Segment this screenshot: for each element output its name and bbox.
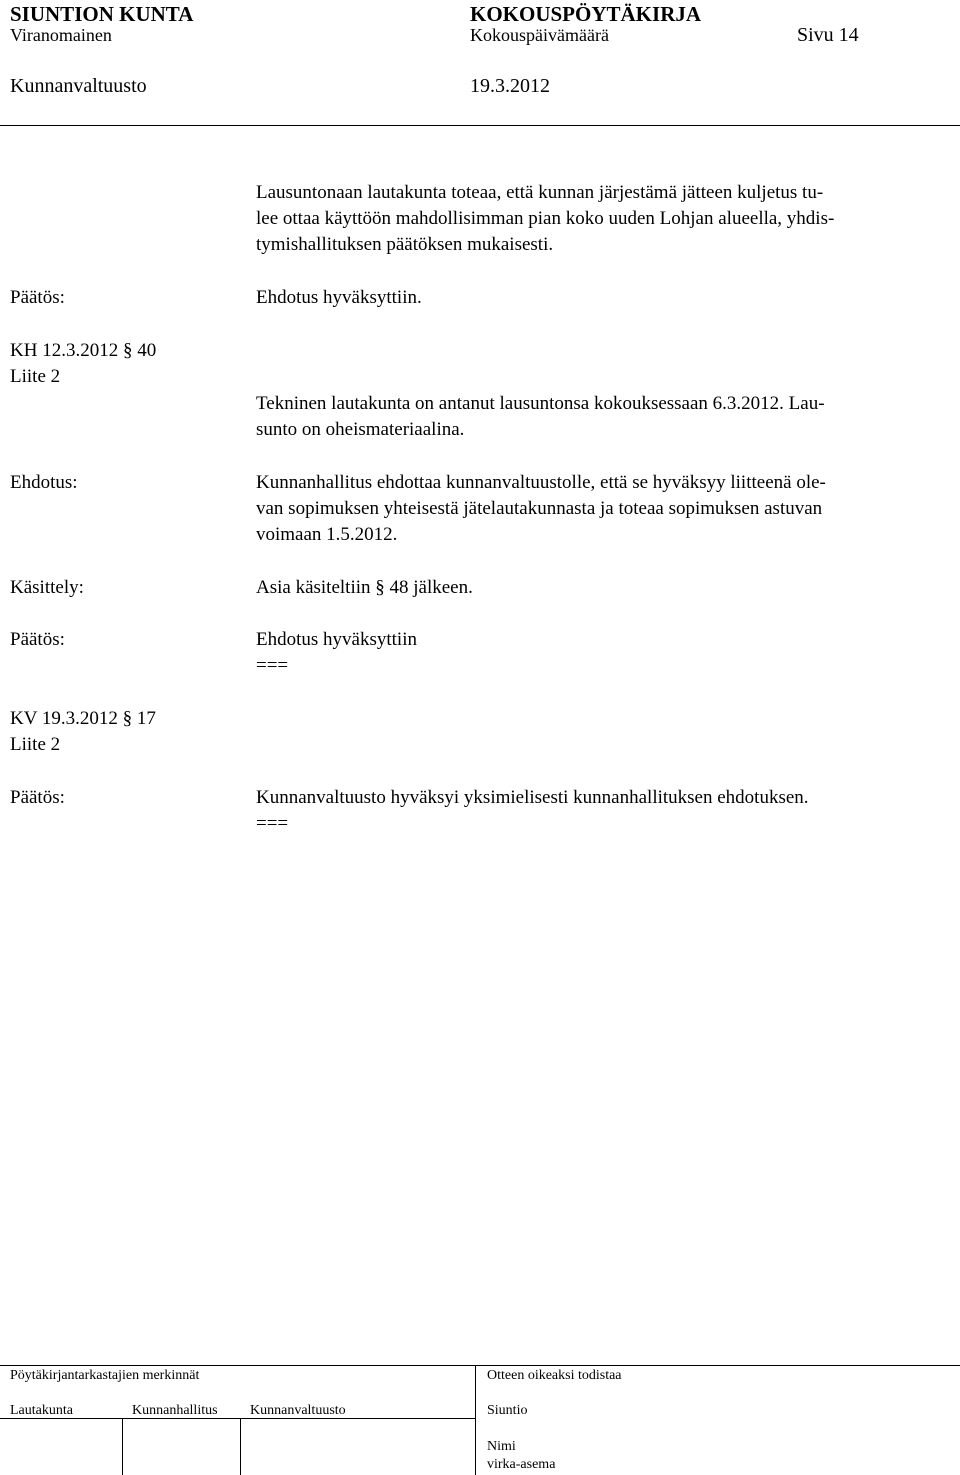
separator: === — [256, 655, 289, 676]
footer-col-board: Lautakunta — [10, 1403, 73, 1418]
footer-col-executive: Kunnanhallitus — [132, 1403, 218, 1418]
decision-label: Päätös: — [10, 287, 65, 308]
footer-place: Siuntio — [487, 1403, 528, 1418]
decision-text: Ehdotus hyväksyttiin. — [256, 287, 422, 308]
meeting-date: 19.3.2012 — [470, 75, 550, 97]
statement-line-2: sunto on oheismateriaalina. — [256, 419, 465, 440]
handling-label: Käsittely: — [10, 577, 84, 598]
proposal-label: Ehdotus: — [10, 472, 78, 493]
footer-top-rule — [0, 1365, 960, 1366]
checkers-label: Pöytäkirjantarkastajien merkinnät — [10, 1368, 200, 1383]
proposal-line-1: Kunnanhallitus ehdottaa kunnanvaltuustolle, että se hyväksyy liitteenä ole- — [256, 472, 826, 493]
proposal-line-2: van sopimuksen yhteisestä jätelautakunnasta ja toteaa sopimuksen astuvan — [256, 498, 823, 519]
kh-attachment: Liite 2 — [10, 366, 61, 387]
kv-attachment: Liite 2 — [10, 734, 61, 755]
footer-center-divider — [475, 1365, 476, 1475]
intro-line-3: tymishallituksen päätöksen mukaisesti. — [256, 234, 554, 255]
kh-reference: KH 12.3.2012 § 40 — [10, 340, 157, 361]
decision-text-3: Kunnanvaltuusto hyväksyi yksimielisesti kunnanhallituksen ehdotuksen. — [256, 787, 809, 808]
footer-col-divider-1 — [122, 1418, 123, 1475]
certified-label: Otteen oikeaksi todistaa — [487, 1368, 622, 1383]
document-type: KOKOUSPÖYTÄKIRJA — [470, 2, 702, 26]
authority-name: Kunnanvaltuusto — [10, 75, 147, 97]
meeting-date-label: Kokouspäivämäärä — [470, 25, 609, 45]
organization-name: SIUNTION KUNTA — [10, 2, 194, 26]
footer-col-council: Kunnanvaltuusto — [250, 1403, 346, 1418]
header-divider — [0, 125, 960, 126]
decision-text-2: Ehdotus hyväksyttiin — [256, 629, 417, 650]
page-number: Sivu 14 — [797, 24, 859, 46]
handling-text: Asia käsiteltiin § 48 jälkeen. — [256, 577, 473, 598]
proposal-line-3: voimaan 1.5.2012. — [256, 524, 398, 545]
authority-label: Viranomainen — [10, 25, 112, 45]
footer-name-label: Nimi — [487, 1439, 516, 1454]
decision-label-2: Päätös: — [10, 629, 65, 650]
statement-line-1: Tekninen lautakunta on antanut lausuntonsa kokouksessaan 6.3.2012. Lau- — [256, 393, 825, 414]
separator-2: === — [256, 813, 289, 834]
footer-position-label: virka-asema — [487, 1457, 556, 1472]
intro-line-2: lee ottaa käyttöön mahdollisimman pian koko uuden Lohjan alueella, yhdis- — [256, 208, 835, 229]
decision-label-3: Päätös: — [10, 787, 65, 808]
footer-col-divider-2 — [240, 1418, 241, 1475]
intro-line-1: Lausuntonaan lautakunta toteaa, että kunnan järjestämä jätteen kuljetus tu- — [256, 182, 824, 203]
kv-reference: KV 19.3.2012 § 17 — [10, 708, 156, 729]
